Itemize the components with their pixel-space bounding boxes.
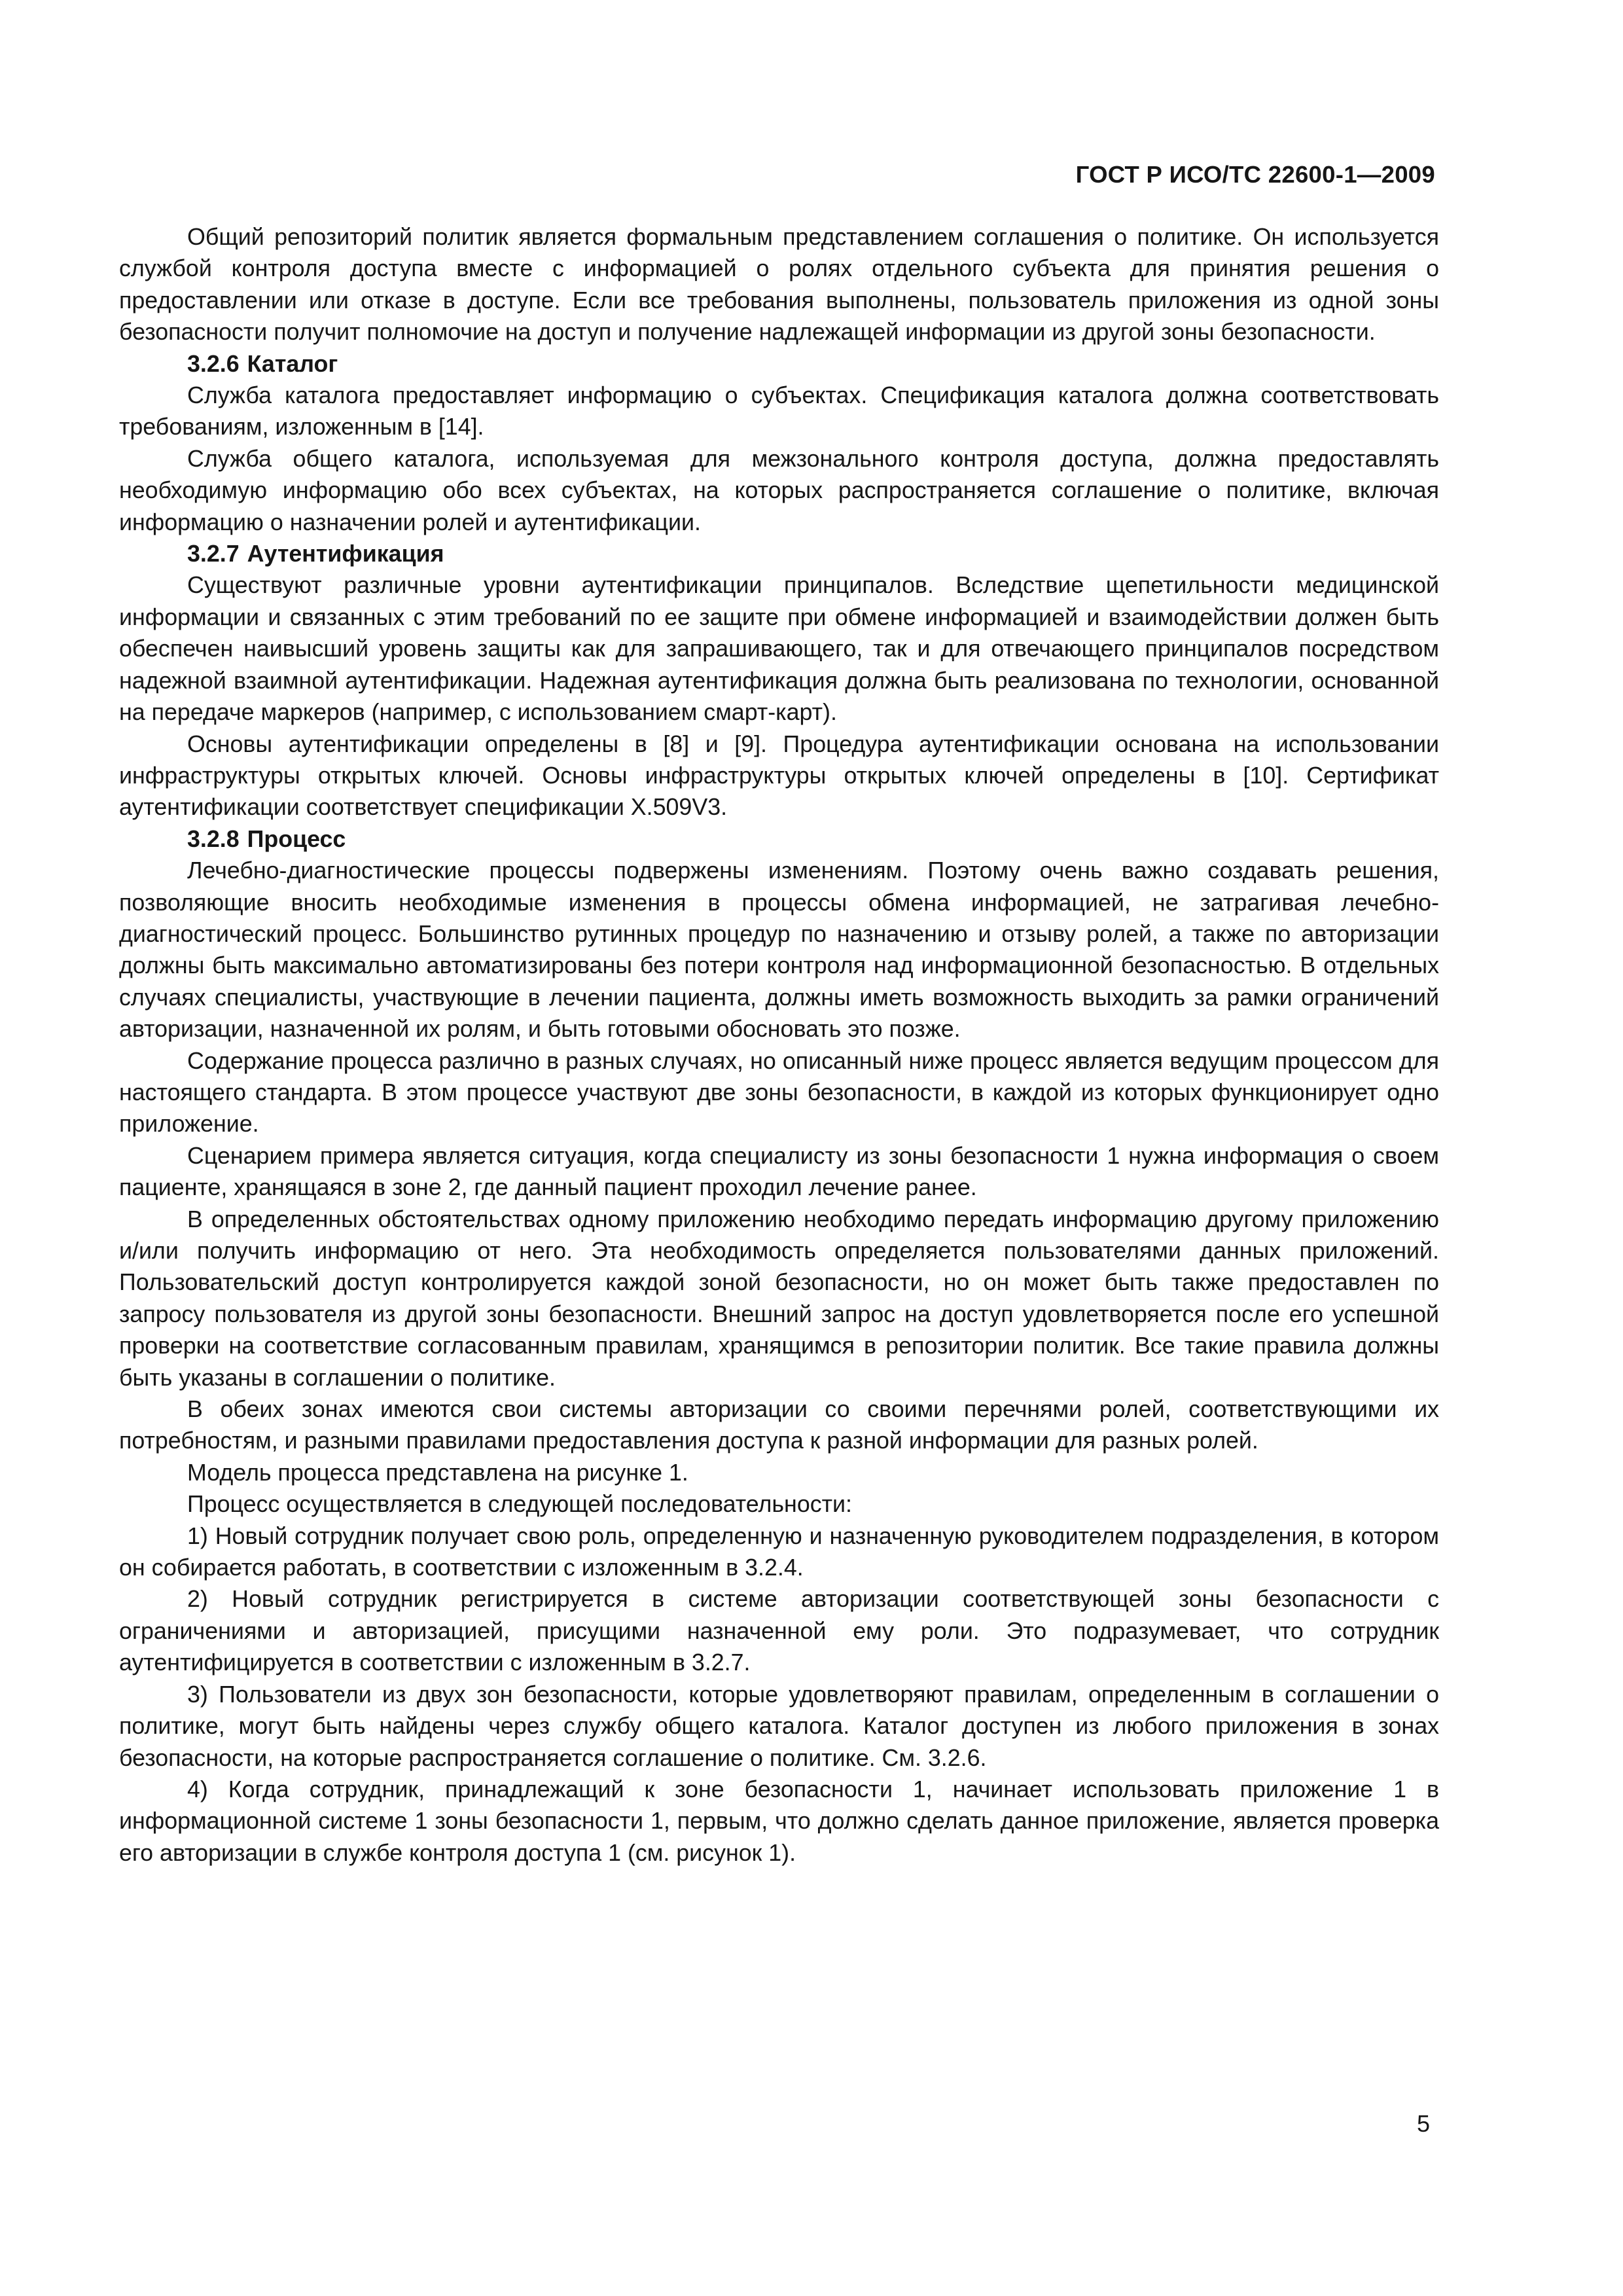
page-number: 5 [1416,2110,1430,2137]
paragraph-process-changes: Лечебно-диагностические процессы подвержены изменениям. Поэтому очень важно создавать решения, позволяющие вносить необходимые изменения в процессы обмена информацией, не затрагивая лечебно-диагностический процесс. Большинство рутинных процедур по назначению и отзыву ролей, а также по авторизации должны быть максимально автоматизированы без потери контроля над информационной безопасностью. В отдельных случаях специалисты, участвующие в лечении пациента, должны иметь возможность выходить за рамки ограничений авторизации, назначенной их ролям, и быть готовыми обосновать это позже. [119,857,1439,1043]
paragraph-directory-service: Служба каталога предоставляет информацию о субъектах. Спецификация каталога должна соответствовать требованиям, изложенным в [14]. [119,382,1439,440]
section-heading-3-2-7 [119,538,1439,569]
paragraph-both-zones: В обеих зонах имеются свои системы авторизации со своими перечнями ролей, соответствующими их потребностям, и разными правилами предоставления доступа к разной информации для разных ролей. [119,1396,1439,1454]
section-heading-3-2-6 [119,348,1439,380]
paragraph-sequence-intro: Процесс осуществляется в следующей последовательности: [187,1491,852,1518]
section-title: Процесс [247,825,346,852]
paragraph-process-content: Содержание процесса различно в разных случаях, но описанный ниже процесс является ведущим процессом для настоящего стандарта. В этом процессе участвуют две зоны безопасности, в каждой из которых функционирует одно приложение. [119,1047,1439,1138]
list-item-1: 1) Новый сотрудник получает свою роль, определенную и назначенную руководителем подразделения, в котором он собирается работать, в соответствии с изложенным в 3.2.4. [119,1522,1439,1581]
list-item-4: 4) Когда сотрудник, принадлежащий к зоне безопасности 1, начинает использовать приложение 1 в информационной системе 1 зоны безопасности 1, первым, что должно сделать данное приложение, является проверка его авторизации в службе контроля доступа 1 (см. рисунок 1). [119,1776,1439,1866]
section-heading-3-2-8 [119,823,1439,855]
list-item-2: 2) Новый сотрудник регистрируется в системе авторизации соответствующей зоны безопасности с ограничениями и авторизацией, присущими назначенной ему роли. Это подразумевает, что сотрудник аутентифицируется в соответствии с изложенным в 3.2.7. [119,1586,1439,1676]
paragraph-authentication-levels: Существуют различные уровни аутентификации принципалов. Вследствие щепетильности медицинской информации и связанных с этим требований по ее защите при обмене информацией и взаимодействии должен быть обеспечен наивысший уровень защиты как для запрашивающего, так и для отвечающего принципалов посредством надежной взаимной аутентификации. Надежная аутентификация должна быть реализована по технологии, основанной на передаче маркеров (например, с использованием смарт-карт). [119,572,1439,726]
paragraph-authentication-basis: Основы аутентификации определены в [8] и [9]. Процедура аутентификации основана на использовании инфраструктуры открытых ключей. Основы инфраструктуры открытых ключей определены в [10]. Сертификат аутентификации соответствует спецификации X.509V3. [119,730,1439,821]
paragraph-scenario: Сценарием примера является ситуация, когда специалисту из зоны безопасности 1 нужна информация о своем пациенте, хранящаяся в зоне 2, где данный пациент проходил лечение ранее. [119,1142,1439,1201]
document-header: ГОСТ Р ИСО/ТС 22600-1—2009 [1075,161,1435,188]
section-number: 3.2.8 [187,825,240,852]
section-title: Каталог [247,350,338,377]
section-number: 3.2.7 [187,541,240,567]
paragraph-process-model: Модель процесса представлена на рисунке 1. [187,1459,688,1486]
list-item-3: 3) Пользователи из двух зон безопасности, которые удовлетворяют правилам, определенным в соглашении о политике, могут быть найдены через службу общего каталога. Каталог доступен из любого приложения в зонах безопасности, на которые распространяется соглашение о политике. См. 3.2.6. [119,1681,1439,1771]
document-body [119,221,1439,1869]
section-title: Аутентификация [247,541,444,567]
section-number: 3.2.6 [187,350,240,377]
paragraph-common-directory: Служба общего каталога, используемая для межзонального контроля доступа, должна предоставлять необходимую информацию обо всех субъектах, на которых распространяется соглашение о политике, включая информацию о назначении ролей и аутентификации. [119,445,1439,535]
paragraph-circumstances: В определенных обстоятельствах одному приложению необходимо передать информацию другому приложению и/или получить информацию от него. Эта необходимость определяется пользователями данных приложений. Пользовательский доступ контролируется каждой зоной безопасности, но он может быть также предоставлен по запросу пользователя из другой зоны безопасности. Внешний запрос на доступ удовлетворяется после его успешной проверки на соответствие согласованным правилам, хранящимся в репозитории политик. Все такие правила должны быть указаны в соглашении о политике. [119,1206,1439,1391]
paragraph-policy-repository: Общий репозиторий политик является формальным представлением соглашения о политике. Он используется службой контроля доступа вместе с информацией о ролях отдельного субъекта для принятия решения о предоставлении или отказе в доступе. Если все требования выполнены, пользователь приложения из одной зоны безопасности получит полномочие на доступ и получение надлежащей информации из другой зоны безопасности. [119,224,1439,346]
